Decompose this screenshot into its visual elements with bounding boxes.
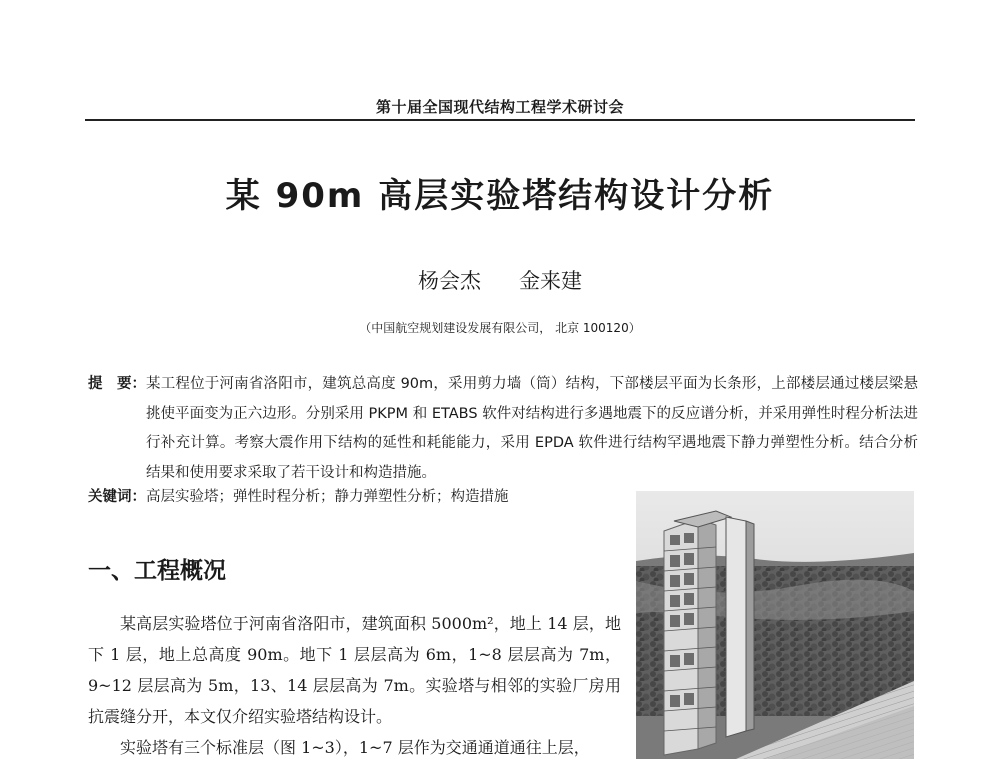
paragraph: 实验塔有三个标准层（图 1~3），1~7 层作为交通通道通往上层， bbox=[120, 738, 590, 757]
abstract-label: 提 要： bbox=[88, 376, 146, 392]
authors bbox=[0, 265, 1000, 295]
tower-photo bbox=[636, 491, 914, 759]
paper-title: 某 90m 高层实验塔结构设计分析 bbox=[225, 176, 775, 216]
header-rule bbox=[85, 119, 915, 121]
keywords bbox=[88, 485, 509, 506]
keywords-label: 关键词： bbox=[88, 489, 146, 505]
section-body bbox=[88, 608, 621, 763]
conference-header: 第十届全国现代结构工程学术研讨会 bbox=[375, 98, 624, 116]
tower-photo-figure bbox=[636, 491, 914, 759]
keywords-text: 高层实验塔；弹性时程分析；静力弹塑性分析；构造措施 bbox=[146, 489, 509, 505]
affiliation: （中国航空规划建设发展有限公司， 北京 100120） bbox=[359, 321, 641, 335]
abstract-text: 某工程位于河南省洛阳市，建筑总高度 90m，采用剪力墙（筒）结构，下部楼层平面为长条形，上部楼层通过楼层梁悬挑使平面变为正六边形。分别采用 PKPM 和 ETABS 软件对结构进行多遇地震下的反应谱分析，并采用弹性时程分析法进行补充计算。考察大震作用下结构的延性和耗能能力，采用 EPDA 软件进行结构罕遇地震下静力弹塑性分析。结合分析结果和使用要求采取了若干设计和构造措施。 bbox=[146, 376, 918, 481]
paragraph: 某高层实验塔位于河南省洛阳市，建筑面积 5000m²，地上 14 层，地下 1 层，地上总高度 90m。地下 1 层层高为 6m，1~8 层层高为 7m，9~12 层层高为 5m，13、14 层层高为 7m。实验塔与相邻的实验厂房用抗震缝分开，本文仅介绍实验塔结构设计。 bbox=[88, 614, 621, 726]
abstract bbox=[88, 370, 918, 488]
author-2: 金来建 bbox=[519, 269, 582, 293]
section-heading: 一、工程概况 bbox=[88, 558, 226, 584]
author-1: 杨会杰 bbox=[418, 269, 481, 293]
